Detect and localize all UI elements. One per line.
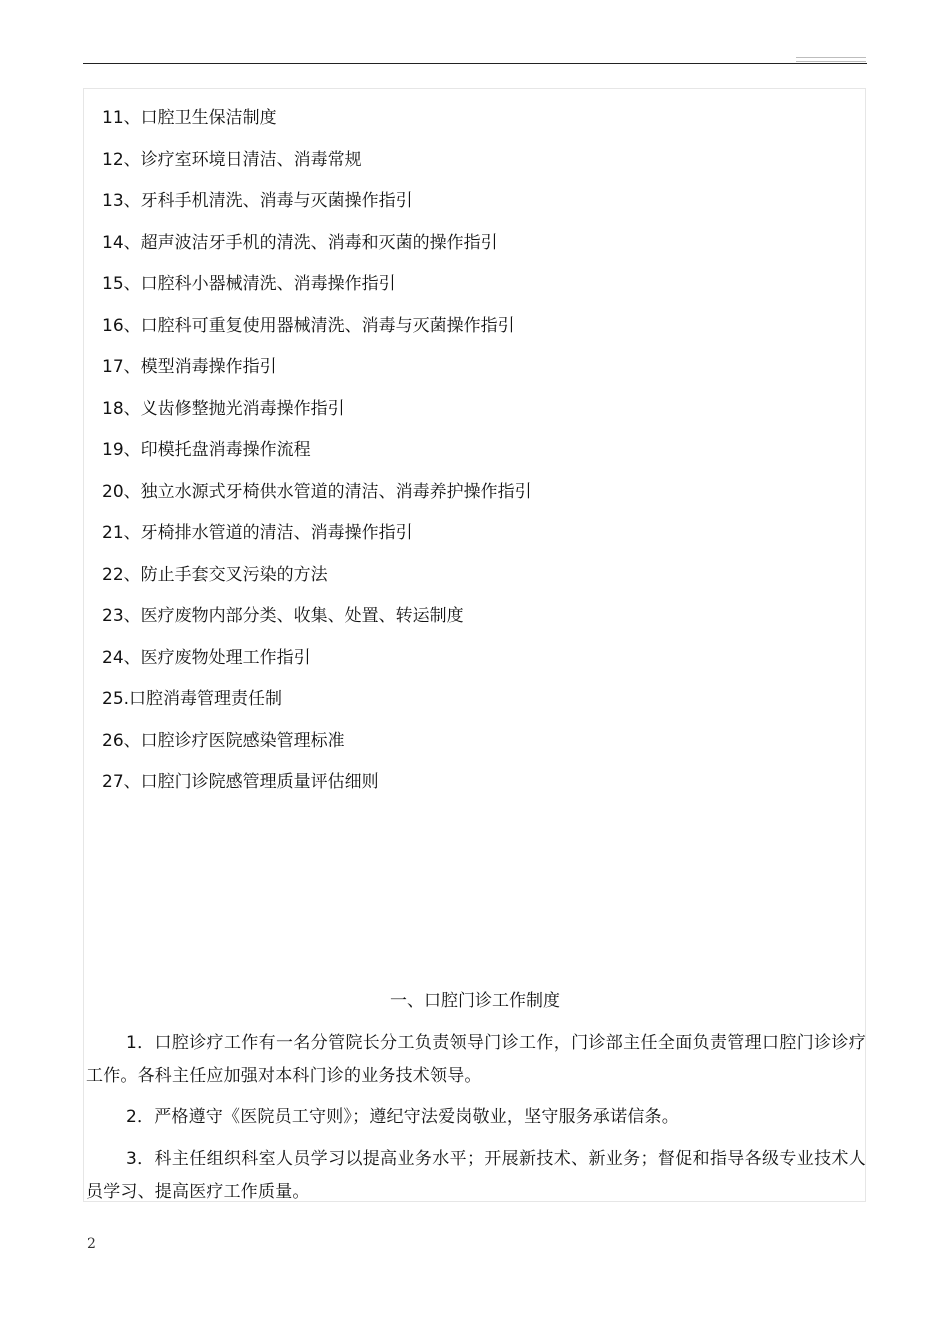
toc-item: 11、口腔卫生保洁制度 (102, 108, 277, 128)
paragraph: 2．严格遵守《医院员工守则》；遵纪守法爱岗敬业，坚守服务承诺信条。 (126, 1107, 679, 1127)
toc-item: 26、口腔诊疗医院感染管理标准 (102, 731, 345, 751)
toc-item: 12、诊疗室环境日清洁、消毒常规 (102, 150, 362, 170)
toc-item: 20、独立水源式牙椅供水管道的清洁、消毒养护操作指引 (102, 482, 532, 502)
paragraph: 3．科主任组织科室人员学习以提高业务水平；开展新技术、新业务；督促和指导各级专业技术人员学习、提高医疗工作质量。 (86, 1149, 866, 1202)
toc-item: 25.口腔消毒管理责任制 (102, 689, 283, 709)
header-decoration-line (796, 57, 866, 58)
toc-item: 19、印模托盘消毒操作流程 (102, 440, 311, 460)
toc-item: 14、超声波洁牙手机的清洗、消毒和灭菌的操作指引 (102, 233, 498, 253)
toc-item: 27、口腔门诊院感管理质量评估细则 (102, 772, 379, 792)
toc-item: 15、口腔科小器械清洗、消毒操作指引 (102, 274, 396, 294)
toc-item: 13、牙科手机清洗、消毒与灭菌操作指引 (102, 191, 413, 211)
toc-item: 21、牙椅排水管道的清洁、消毒操作指引 (102, 523, 413, 543)
page-number: 2 (87, 1236, 96, 1252)
toc-item: 16、口腔科可重复使用器械清洗、消毒与灭菌操作指引 (102, 316, 515, 336)
toc-item: 17、模型消毒操作指引 (102, 357, 277, 377)
header-decoration-line (796, 61, 866, 62)
toc-item: 24、医疗废物处理工作指引 (102, 648, 311, 668)
paragraph: 1．口腔诊疗工作有一名分管院长分工负责领导门诊工作，门诊部主任全面负责管理口腔门诊诊疗工作。各科主任应加强对本科门诊的业务技术领导。 (86, 1033, 866, 1086)
toc-item: 23、医疗废物内部分类、收集、处置、转运制度 (102, 606, 464, 626)
toc-item: 22、防止手套交叉污染的方法 (102, 565, 328, 585)
header-rule (83, 63, 867, 64)
section-heading: 一、口腔门诊工作制度 (390, 991, 560, 1011)
toc-item: 18、义齿修整抛光消毒操作指引 (102, 399, 345, 419)
